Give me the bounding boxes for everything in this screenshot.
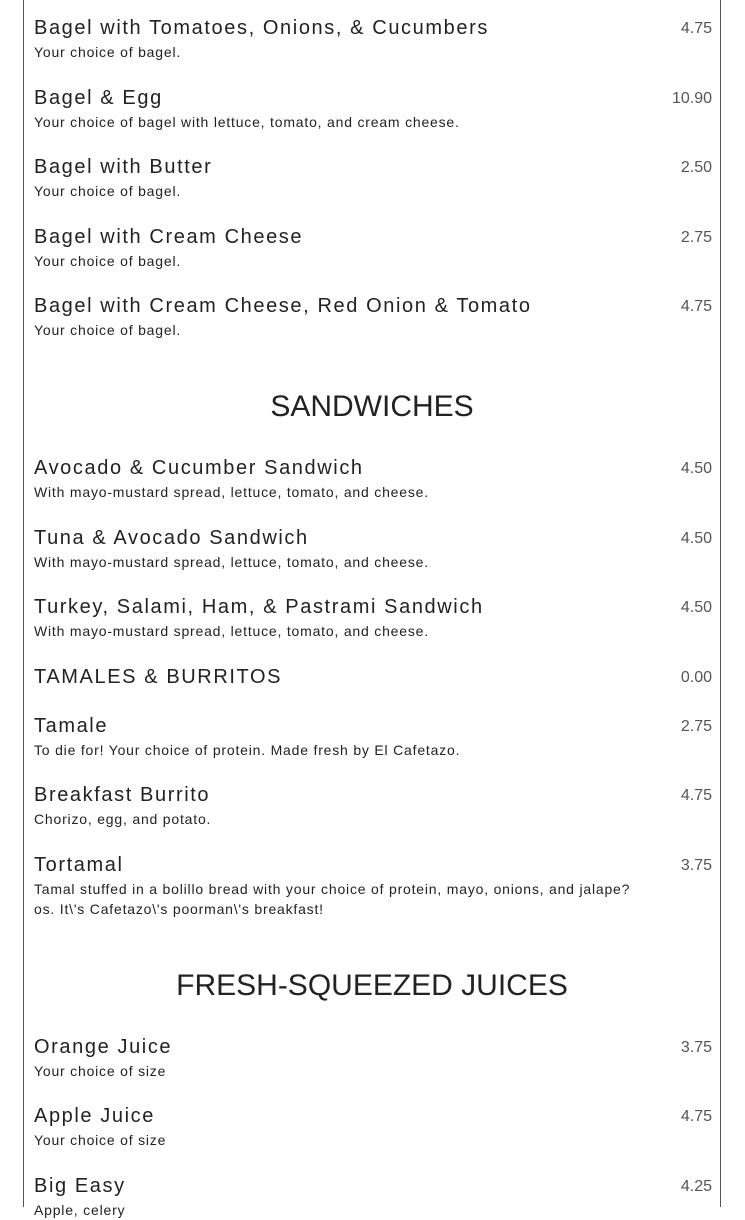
item-price: 3.75 [680, 1039, 712, 1056]
menu-item [34, 1174, 712, 1220]
item-name: Bagel with Butter [34, 156, 213, 178]
menu-page [23, 0, 721, 1218]
item-price: 4.50 [680, 530, 712, 547]
menu-item [34, 456, 712, 502]
item-description: Your choice of bagel. [34, 322, 182, 338]
item-price: 4.50 [680, 599, 712, 616]
menu-item [34, 16, 712, 62]
item-price: 4.75 [680, 1108, 712, 1125]
item-description: Your choice of bagel with lettuce, tomato, and cream cheese. [34, 114, 460, 130]
item-price: 4.75 [680, 20, 712, 37]
item-name: Avocado & Cucumber Sandwich [34, 457, 364, 479]
item-price: 2.75 [680, 229, 712, 246]
item-name: Tamale [34, 715, 109, 737]
item-name: Breakfast Burrito [34, 784, 211, 806]
item-price: 0.00 [680, 669, 712, 686]
item-description: Your choice of size [34, 1132, 167, 1148]
item-name: Orange Juice [34, 1036, 173, 1058]
menu-item [34, 86, 712, 132]
section-heading-sandwiches: SANDWICHES [270, 390, 474, 423]
menu-item [34, 853, 712, 919]
menu-item [34, 225, 712, 271]
item-price: 4.75 [680, 298, 712, 315]
menu-item [34, 294, 712, 340]
item-price: 4.75 [680, 787, 712, 804]
item-name: Big Easy [34, 1175, 126, 1197]
item-description: Chorizo, egg, and potato. [34, 811, 212, 827]
item-price: 2.50 [680, 159, 712, 176]
item-name: TAMALES & BURRITOS [34, 666, 283, 688]
item-name: Tortamal [34, 854, 124, 876]
menu-item [34, 1035, 712, 1081]
item-name: Tuna & Avocado Sandwich [34, 527, 309, 549]
menu-item-category [34, 665, 712, 689]
item-price: 10.90 [671, 90, 712, 107]
item-name: Bagel with Tomatoes, Onions, & Cucumbers [34, 17, 489, 39]
item-description: With mayo-mustard spread, lettuce, tomato, and cheese. [34, 554, 429, 570]
item-description: Your choice of bagel. [34, 44, 182, 60]
item-description: Apple, celery [34, 1202, 126, 1218]
item-description: Tamal stuffed in a bolillo bread with your choice of protein, mayo, onions, and jalape?os. It\'s Cafetazo\'s poorman\'s breakfast! [34, 881, 631, 917]
menu-item [34, 1104, 712, 1150]
item-price: 4.50 [680, 460, 712, 477]
item-description: Your choice of size [34, 1063, 167, 1079]
menu-item [34, 595, 712, 641]
section-heading-juices: FRESH-SQUEEZED JUICES [176, 969, 568, 1002]
menu-item [34, 783, 712, 829]
menu-item [34, 526, 712, 572]
item-price: 4.25 [680, 1178, 712, 1195]
item-description: Your choice of bagel. [34, 253, 182, 269]
item-description: Your choice of bagel. [34, 183, 182, 199]
item-name: Apple Juice [34, 1105, 155, 1127]
item-name: Bagel with Cream Cheese, Red Onion & Tomato [34, 295, 532, 317]
item-name: Bagel & Egg [34, 87, 163, 109]
item-name: Turkey, Salami, Ham, & Pastrami Sandwich [34, 596, 484, 618]
item-description: With mayo-mustard spread, lettuce, tomato, and cheese. [34, 484, 429, 500]
menu-item [34, 155, 712, 201]
item-price: 3.75 [680, 857, 712, 874]
menu-item [34, 714, 712, 760]
item-price: 2.75 [680, 718, 712, 735]
item-name: Bagel with Cream Cheese [34, 226, 304, 248]
item-description: To die for! Your choice of protein. Made fresh by El Cafetazo. [34, 742, 461, 758]
item-description: With mayo-mustard spread, lettuce, tomato, and cheese. [34, 623, 429, 639]
